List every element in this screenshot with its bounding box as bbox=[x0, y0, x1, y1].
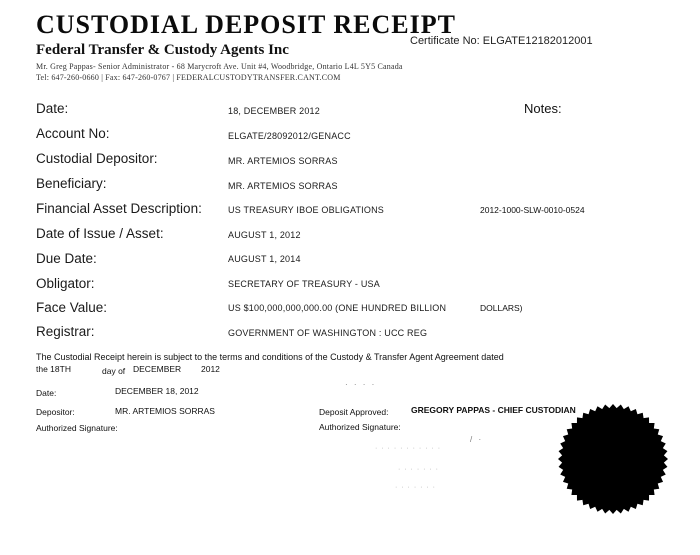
company-name: Federal Transfer & Custody Agents Inc bbox=[36, 42, 289, 58]
field-value-asset-description: US TREASURY IBOE OBLIGATIONS bbox=[228, 205, 384, 215]
field-label-asset-description: Financial Asset Description: bbox=[36, 201, 202, 216]
field-value-beneficiary: MR. ARTEMIOS SORRAS bbox=[228, 181, 338, 191]
field-value-depositor: MR. ARTEMIOS SORRAS bbox=[228, 156, 338, 166]
asset-reference-number: 2012-1000-SLW-0010-0524 bbox=[480, 205, 585, 215]
faint-stamp-mark: · · · · · · · bbox=[395, 484, 436, 491]
document-title: CUSTODIAL DEPOSIT RECEIPT bbox=[36, 10, 456, 39]
faint-stamp-mark: · · · · · · · bbox=[398, 466, 439, 473]
terms-paragraph: The Custodial Receipt herein is subject to the terms and conditions of the Custody & Transfer Agent Agreement dated bbox=[36, 352, 504, 362]
footer-date-value: DECEMBER 18, 2012 bbox=[115, 386, 199, 396]
field-label-date: Date: bbox=[36, 101, 69, 116]
faint-stamp-mark: · · · · · · · · · · · bbox=[375, 445, 442, 452]
address-line-1: Mr. Greg Pappas- Senior Administrator - 68 Marycroft Ave. Unit #4, Woodbridge, Ontario L4L 5Y5 Canada bbox=[36, 62, 403, 71]
field-value-registrar: GOVERNMENT OF WASHINGTON : UCC REG bbox=[228, 328, 428, 338]
certificate-number: Certificate No: ELGATE12182012001 bbox=[410, 35, 593, 47]
notes-label: Notes: bbox=[524, 101, 562, 116]
footer-authorized-signature-left: Authorized Signature: bbox=[36, 423, 118, 433]
dated-day-of: day of bbox=[102, 366, 126, 376]
footer-date-label: Date: bbox=[36, 388, 57, 398]
footer-depositor-value: MR. ARTEMIOS SORRAS bbox=[115, 406, 215, 416]
dated-the: the 18TH bbox=[36, 364, 71, 374]
footer-depositor-label: Depositor: bbox=[36, 407, 75, 417]
field-label-obligator: Obligator: bbox=[36, 276, 95, 291]
field-label-account: Account No: bbox=[36, 126, 110, 141]
face-value-tail: DOLLARS) bbox=[480, 303, 523, 313]
black-seal-icon bbox=[557, 403, 669, 515]
field-value-date: 18, DECEMBER 2012 bbox=[228, 106, 320, 116]
field-value-face-value: US $100,000,000,000.00 (ONE HUNDRED BILLION bbox=[228, 303, 447, 313]
footer-authorized-signature-right: Authorized Signature: bbox=[319, 422, 401, 432]
deposit-approved-value: GREGORY PAPPAS - CHIEF CUSTODIAN bbox=[411, 405, 576, 415]
field-value-obligator: SECRETARY OF TREASURY - USA bbox=[228, 279, 380, 289]
dated-year: 2012 bbox=[201, 364, 220, 374]
field-label-registrar: Registrar: bbox=[36, 324, 95, 339]
field-label-due-date: Due Date: bbox=[36, 251, 97, 266]
faint-stamp-mark: · · · · bbox=[345, 380, 377, 389]
signature-mark: / · bbox=[470, 435, 484, 444]
address-line-2: Tel: 647-260-0660 | Fax: 647-260-0767 | FEDERALCUSTODYTRANSFER.CANT.COM bbox=[36, 73, 341, 82]
field-value-account: ELGATE/28092012/GENACC bbox=[228, 131, 351, 141]
deposit-approved-label: Deposit Approved: bbox=[319, 407, 389, 417]
field-label-date-of-issue: Date of Issue / Asset: bbox=[36, 226, 164, 241]
field-label-beneficiary: Beneficiary: bbox=[36, 176, 107, 191]
field-value-due-date: AUGUST 1, 2014 bbox=[228, 254, 301, 264]
field-value-date-of-issue: AUGUST 1, 2012 bbox=[228, 230, 301, 240]
field-label-face-value: Face Value: bbox=[36, 300, 108, 315]
dated-month: DECEMBER bbox=[133, 364, 182, 374]
field-label-depositor: Custodial Depositor: bbox=[36, 151, 158, 166]
